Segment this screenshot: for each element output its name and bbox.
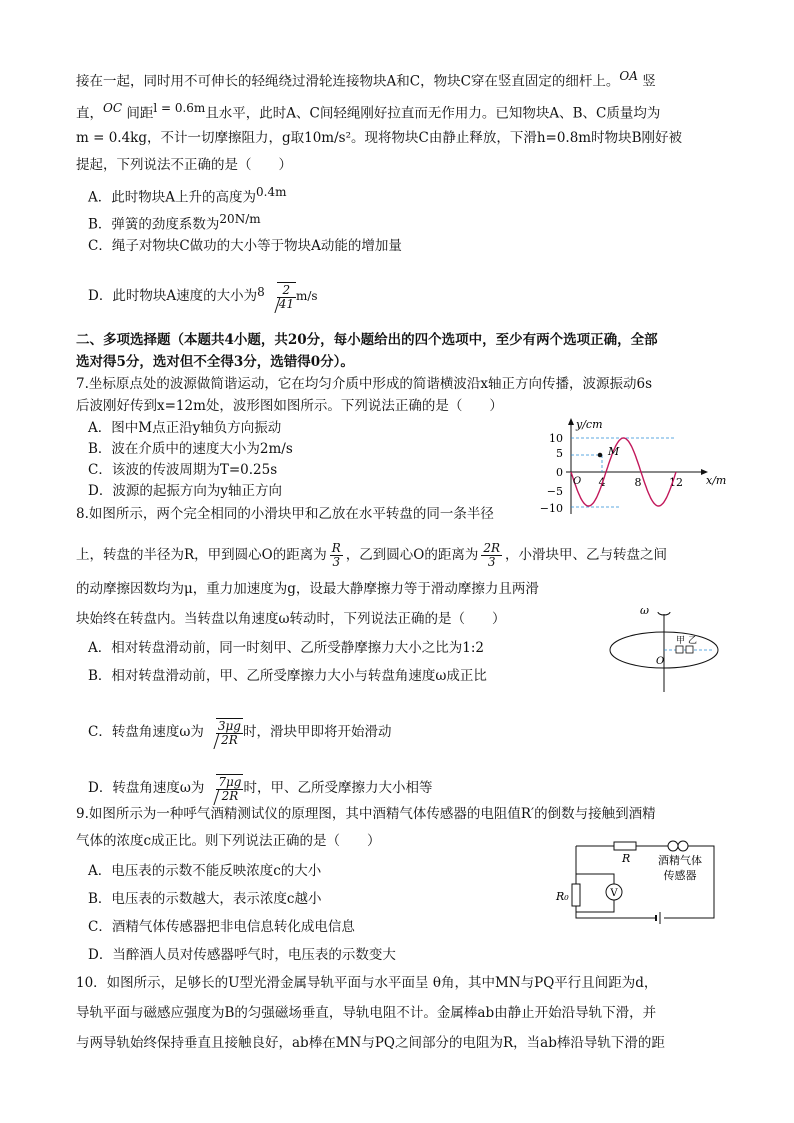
intro-text-2a: 直， xyxy=(76,105,103,122)
xtick-8: 8 xyxy=(634,476,642,489)
ytick-10: 10 xyxy=(549,432,563,445)
rotation-arrow-icon xyxy=(658,612,670,615)
option-d-den: 41 xyxy=(278,297,294,311)
length-value: l = 0.6m xyxy=(153,101,206,115)
section2-title-1: 二、多项选择题（本题共4小题，共20分，每小题给出的四个选项中，至少有两个选项正确，全部 xyxy=(76,332,658,348)
q7-wave-figure xyxy=(536,414,726,516)
option-a-value: 0.4m xyxy=(256,185,287,199)
q8-option-d-text: D．转盘角速度ω为 xyxy=(88,780,205,796)
q8-option-d xyxy=(88,774,432,803)
center-label: O xyxy=(656,656,665,667)
intro-line-1 xyxy=(76,66,656,92)
r0-label: R₀ xyxy=(556,890,569,903)
q8-stem-2a: 上，转盘的半径为R，甲到圆心O的距离为 xyxy=(76,547,327,563)
q9-option-a: A．电压表的示数不能反映浓度c的大小 xyxy=(88,863,322,879)
q8-option-c-text: C．转盘角速度ω为 xyxy=(88,724,204,740)
q8-option-c xyxy=(88,718,391,747)
intro-text-2b: 间距 xyxy=(122,105,154,122)
frac2-num: 2R xyxy=(483,541,501,555)
intro-line-4: 提起，下列说法不正确的是（ ） xyxy=(76,157,292,173)
sensor-label-1: 酒精气体 xyxy=(658,854,702,867)
frac1-den: 3 xyxy=(332,555,341,569)
q8-turntable-figure xyxy=(604,600,724,696)
y-axis-arrow xyxy=(568,418,574,425)
voltmeter-label: V xyxy=(610,888,618,899)
q8-d-den: 2R xyxy=(221,789,239,803)
option-b-value: 20N/m xyxy=(219,212,261,226)
q10-stem-3: 与两导轨始终保持垂直且接触良好，ab棒在MN与PQ之间部分的电阻为R，当ab棒沿导轨下滑的距 xyxy=(76,1035,665,1051)
q8-c-den: 2R xyxy=(221,733,238,747)
ytick-5: 5 xyxy=(556,447,563,460)
jia-label: 甲 xyxy=(676,636,686,646)
option-a-text: A．此时物块A上升的高度为 xyxy=(88,189,256,206)
voltmeter-lead-bottom xyxy=(576,900,614,912)
option-d-sqrt xyxy=(267,282,296,311)
sensor-icon-2 xyxy=(678,841,688,851)
q8-stem-2c: ，小滑块甲、乙与转盘之间 xyxy=(505,547,668,563)
option-d-coef: 8 xyxy=(257,285,265,299)
fraction-r-3 xyxy=(330,542,343,569)
q8-stem-4: 块始终在转盘内。当转盘以角速度ω转动时，下列说法正确的是（ ） xyxy=(76,611,506,627)
q8-option-b: B．相对转盘滑动前，甲、乙所受摩擦力大小与转盘角速度ω成正比 xyxy=(88,668,487,684)
intro-text-1-tail: 竖 xyxy=(637,73,656,90)
option-d-unit: m/s xyxy=(296,289,318,303)
q9-option-d: D．当醉酒人员对传感器呼气时，电压表的示数变大 xyxy=(88,947,396,963)
intro-line-2 xyxy=(76,98,660,124)
q8-option-a: A．相对转盘滑动前，同一时刻甲、乙所受静摩擦力大小之比为1:2 xyxy=(88,640,484,656)
yi-label: 乙 xyxy=(688,636,698,646)
q8-stem-1: 8.如图所示，两个完全相同的小滑块甲和乙放在水平转盘的同一条半径 xyxy=(76,506,494,522)
q7-stem-1: 7.坐标原点处的波源做简谐运动，它在均匀介质中形成的简谐横波沿x轴正方向传播，波源振动6s xyxy=(76,376,653,392)
section2-title-2: 选对得5分，选对但不全得3分，选错得0分）。 xyxy=(76,354,354,370)
q8-d-num: 7μg xyxy=(218,775,242,789)
y-axis-label: y/cm xyxy=(576,418,603,431)
q8-stem-3: 的动摩擦因数均为μ，重力加速度为g，设最大静摩擦力等于滑动摩擦力且两滑 xyxy=(76,581,539,597)
intro-option-c: C．绳子对物块C做功的大小等于物块A动能的增加量 xyxy=(88,238,402,254)
q9-circuit-figure xyxy=(552,834,722,926)
q9-stem-2: 气体的浓度c成正比。则下列说法正确的是（ ） xyxy=(76,833,381,849)
intro-text-1: 接在一起，同时用不可伸长的轻绳绕过滑轮连接物块A和C，物块C穿在竖直固定的细杆上。 xyxy=(76,73,620,90)
block-yi xyxy=(686,646,693,653)
r-label: R xyxy=(622,852,631,865)
intro-line-3: m = 0.4kg，不计一切摩擦阻力，g取10m/s²。现将物块C由静止释放，下滑h=0.8m时物块B刚好被 xyxy=(76,130,683,146)
q7-option-c: C．该波的传波周期为T=0.25s xyxy=(88,462,278,478)
q9-option-c: C．酒精气体传感器把非电信息转化成电信息 xyxy=(88,919,355,935)
frac2-den: 3 xyxy=(487,555,496,569)
intro-option-d xyxy=(88,282,318,311)
q7-option-d: D．波源的起振方向为y轴正方向 xyxy=(88,483,282,499)
q7-stem-2: 后波刚好传到x=12m处，波形图如图所示。下列说法正确的是（ ） xyxy=(76,398,503,414)
frac1-num: R xyxy=(331,541,341,555)
option-b-text: B．弹簧的劲度系数为 xyxy=(88,216,220,233)
omega-label: ω xyxy=(640,604,649,617)
fraction-2r-3 xyxy=(481,542,502,569)
intro-option-a xyxy=(88,182,286,208)
ytick-0: 0 xyxy=(556,466,563,479)
oc-label: OC xyxy=(103,101,123,115)
ytick-neg10: −10 xyxy=(539,502,563,515)
q9-stem-1: 9.如图所示为一种呼气酒精测试仪的原理图，其中酒精气体传感器的电阻值R′的倒数与接触到酒精 xyxy=(76,806,656,822)
resistor-r0 xyxy=(572,884,580,906)
q10-stem-2: 导轨平面与磁感应强度为B的匀强磁场垂直，导轨电阻不计。金属棒ab由静止开始沿导轨下滑，并 xyxy=(76,1005,657,1021)
intro-option-b xyxy=(88,209,261,235)
q9-option-b: B．电压表的示数越大，表示浓度c越小 xyxy=(88,891,322,907)
q8-d-sqrt xyxy=(206,774,243,803)
xtick-4: 4 xyxy=(598,476,606,489)
block-jia xyxy=(676,646,683,653)
point-m xyxy=(598,453,603,458)
resistor-r xyxy=(614,842,636,850)
xtick-12: 12 xyxy=(669,476,683,489)
voltmeter-lead-top xyxy=(576,874,614,884)
sensor-label-2: 传感器 xyxy=(663,869,697,882)
sensor-icon xyxy=(668,841,678,851)
q8-c-num: 3μg xyxy=(217,719,241,733)
q8-stem-2 xyxy=(76,542,667,569)
q8-option-c-tail: 时，滑块甲即将开始滑动 xyxy=(242,724,392,740)
origin-label: O xyxy=(573,476,582,487)
x-axis-label: x/m xyxy=(706,474,726,487)
option-d-text: D．此时物块A速度的大小为 xyxy=(88,288,258,304)
q8-option-d-tail: 时，甲、乙所受摩擦力大小相等 xyxy=(243,780,433,796)
q8-c-sqrt xyxy=(206,718,243,747)
q7-option-b: B．波在介质中的速度大小为2m/s xyxy=(88,441,293,457)
point-m-label: M xyxy=(608,445,620,458)
q10-stem-1: 10．如图所示，足够长的U型光滑金属导轨平面与水平面呈 θ角，其中MN与PQ平行且间距为d， xyxy=(76,975,658,991)
ytick-neg5: −5 xyxy=(546,485,563,498)
q7-option-a: A．图中M点正沿y轴负方向振动 xyxy=(88,420,282,436)
q8-stem-2b: ，乙到圆心O的距离为 xyxy=(345,547,479,563)
intro-text-2c: 且水平，此时A、C间轻绳刚好拉直而无作用力。已知物块A、B、C质量均为 xyxy=(205,105,661,122)
option-d-num: 2 xyxy=(277,284,296,298)
oa-label: OA xyxy=(619,69,638,83)
